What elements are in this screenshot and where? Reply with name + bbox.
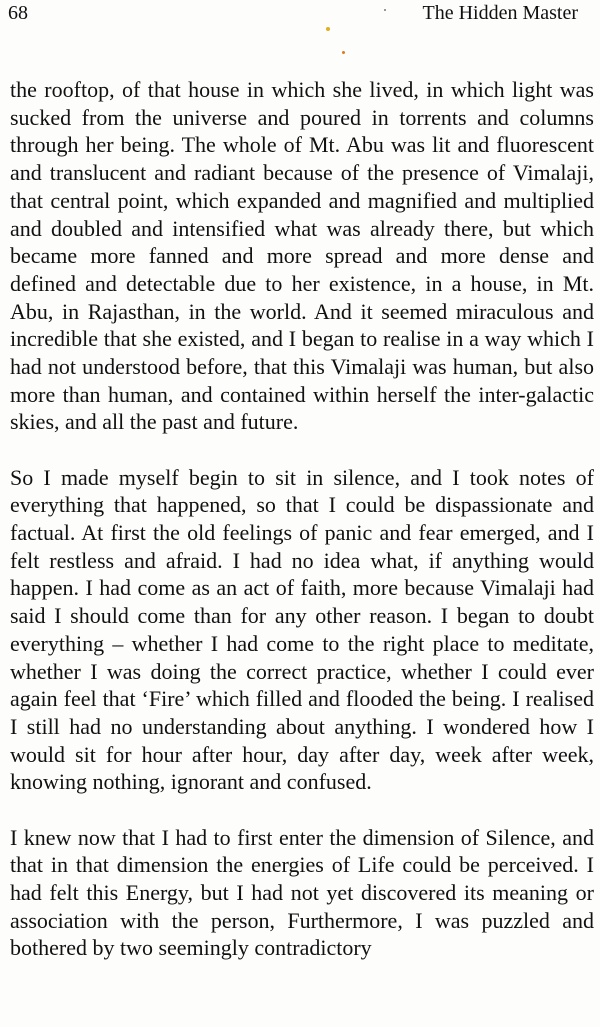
- ink-speck: [342, 51, 345, 54]
- page-body-text: [10, 76, 594, 990]
- paragraph-3: I knew now that I had to first enter the dimension of Silence, and that in that dimension the energies of Life could be perceived. I had felt this Energy, but I had not yet discovered its meaning or association with the person, Furthermore, I was puzzled and bothered by two seemingly contradictory: [10, 824, 594, 961]
- paragraph-1: the rooftop, of that house in which she lived, in which light was sucked from the universe and poured in torrents and columns through her being. The whole of Mt. Abu was lit and fluorescent and translucent and radiant because of the presence of Vimalaji, that central point, which expanded and magnified and multiplied and doubled and intensified what was already there, but which became more fanned and more spread and more dense and defined and detectable due to her existence, in a house, in Mt. Abu, in Rajasthan, in the world. And it seemed miraculous and incredible that she existed, and I began to realise in a way which I had not understood before, that this Vimalaji was human, but also more than human, and contained within herself the inter-galactic skies, and all the past and future.: [10, 77, 594, 435]
- page-header: [8, 0, 588, 30]
- page-number: 68: [8, 2, 28, 24]
- running-title: The Hidden Master: [422, 2, 578, 24]
- ink-speck: [326, 27, 330, 31]
- ink-speck: [384, 9, 386, 11]
- paragraph-2: So I made myself begin to sit in silence, and I took notes of everything that happened, so that I could be dispassionate and factual. At first the old feelings of panic and fear emerged, and I felt restless and afraid. I had no idea what, if anything would happen. I had come as an act of faith, more because Vimalaji had said I should come than for any other reason. I began to doubt everything – whether I had come to the right place to meditate, whether I was doing the correct practice, whether I could ever again feel that ‘Fire’ which filled and flooded the being. I realised I still had no understanding about anything. I wondered how I would sit for hour after hour, day after day, week after week, knowing nothing, ignorant and confused.: [10, 464, 594, 795]
